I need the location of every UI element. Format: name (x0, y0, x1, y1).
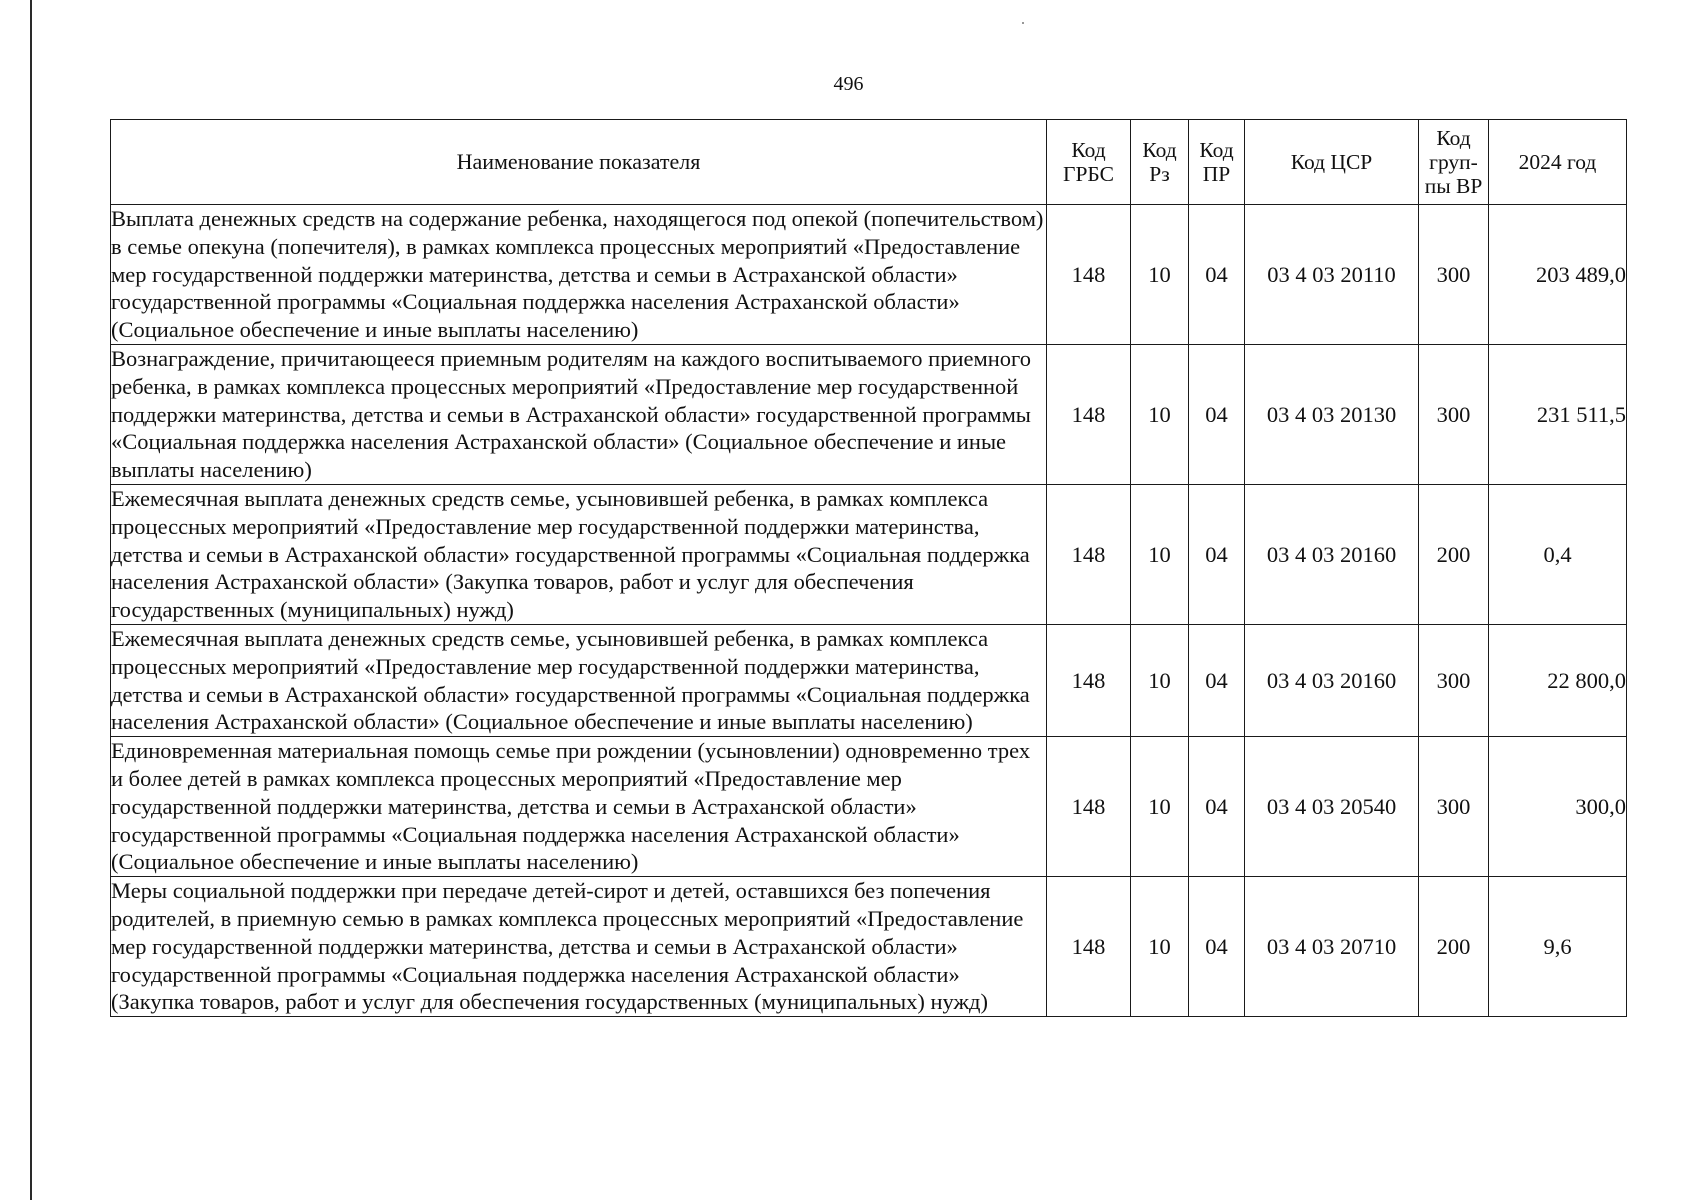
row-rz: 10 (1131, 624, 1189, 736)
row-pr: 04 (1189, 624, 1245, 736)
budget-table (110, 119, 1627, 1017)
row-rz: 10 (1131, 484, 1189, 624)
row-grbs: 148 (1047, 344, 1131, 484)
header-rz: Код Рз (1131, 120, 1189, 205)
row-name: Меры социальной поддержки при передаче детей-сирот и детей, оставшихся без попечения родителей, в приемную семью в рамках комплекса процессных мероприятий «Предоставление мер государственной поддержки материнства, детства и семьи в Астраханской области» государственной программы «Социальная поддержка населения Астраханской области» (Закупка товаров, работ и услуг для обеспечения государственных (муниципальных) нужд) (111, 877, 1047, 1017)
row-amount: 231 511,5 (1489, 344, 1627, 484)
row-grbs: 148 (1047, 484, 1131, 624)
row-vr: 300 (1419, 624, 1489, 736)
header-grbs: Код ГРБС (1047, 120, 1131, 205)
row-rz: 10 (1131, 344, 1189, 484)
row-rz: 10 (1131, 737, 1189, 877)
row-csr: 03 4 03 20160 (1245, 624, 1419, 736)
row-pr: 04 (1189, 737, 1245, 877)
row-rz: 10 (1131, 877, 1189, 1017)
row-amount: 9,6 (1489, 877, 1627, 1017)
table-row (111, 484, 1627, 624)
row-vr: 200 (1419, 484, 1489, 624)
row-pr: 04 (1189, 877, 1245, 1017)
header-vr: Код груп-пы ВР (1419, 120, 1489, 205)
row-pr: 04 (1189, 205, 1245, 345)
row-rz: 10 (1131, 205, 1189, 345)
row-csr: 03 4 03 20710 (1245, 877, 1419, 1017)
row-amount: 203 489,0 (1489, 205, 1627, 345)
row-csr: 03 4 03 20160 (1245, 484, 1419, 624)
row-name: Единовременная материальная помощь семье при рождении (усыновлении) одновременно трех и более детей в рамках комплекса процессных мероприятий «Предоставление мер государственной поддержки материнства, детства и семьи в Астраханской области» государственной программы «Социальная поддержка населения Астраханской области» (Социальное обеспечение и иные выплаты населению) (111, 737, 1047, 877)
row-grbs: 148 (1047, 877, 1131, 1017)
row-amount: 22 800,0 (1489, 624, 1627, 736)
row-csr: 03 4 03 20130 (1245, 344, 1419, 484)
table-row (111, 344, 1627, 484)
row-grbs: 148 (1047, 737, 1131, 877)
table-row (111, 205, 1627, 345)
header-csr: Код ЦСР (1245, 120, 1419, 205)
row-name: Ежемесячная выплата денежных средств семье, усыновившей ребенка, в рамках комплекса процессных мероприятий «Предоставление мер государственной поддержки материнства, детства и семьи в Астраханской области» государственной программы «Социальная поддержка населения Астраханской области» (Закупка товаров, работ и услуг для обеспечения государственных (муниципальных) нужд) (111, 484, 1047, 624)
row-pr: 04 (1189, 484, 1245, 624)
row-amount: 0,4 (1489, 484, 1627, 624)
row-csr: 03 4 03 20540 (1245, 737, 1419, 877)
row-name: Выплата денежных средств на содержание ребенка, находящегося под опекой (попечительством) в семье опекуна (попечителя), в рамках комплекса процессных мероприятий «Предоставление мер государственной поддержки материнства, детства и семьи в Астраханской области» государственной программы «Социальная поддержка населения Астраханской области» (Социальное обеспечение и иные выплаты населению) (111, 205, 1047, 345)
table-row (111, 737, 1627, 877)
header-year: 2024 год (1489, 120, 1627, 205)
table-row (111, 877, 1627, 1017)
header-name: Наименование показателя (111, 120, 1047, 205)
row-csr: 03 4 03 20110 (1245, 205, 1419, 345)
table-header-row (111, 120, 1627, 205)
row-grbs: 148 (1047, 205, 1131, 345)
scan-speck (1022, 22, 1024, 24)
row-vr: 300 (1419, 344, 1489, 484)
row-name: Ежемесячная выплата денежных средств семье, усыновившей ребенка, в рамках комплекса процессных мероприятий «Предоставление мер государственной поддержки материнства, детства и семьи в Астраханской области» государственной программы «Социальная поддержка населения Астраханской области» (Социальное обеспечение и иные выплаты населению) (111, 624, 1047, 736)
page-number: 496 (833, 73, 864, 95)
row-name: Вознаграждение, причитающееся приемным родителям на каждого воспитываемого приемного ребенка, в рамках комплекса процессных мероприятий «Предоставление мер государственной поддержки материнства, детства и семьи в Астраханской области» государственной программы «Социальная поддержка населения Астраханской области» (Социальное обеспечение и иные выплаты населению) (111, 344, 1047, 484)
header-pr: Код ПР (1189, 120, 1245, 205)
row-vr: 300 (1419, 737, 1489, 877)
table-row (111, 624, 1627, 736)
page-margin-line (30, 0, 32, 1200)
row-vr: 300 (1419, 205, 1489, 345)
row-amount: 300,0 (1489, 737, 1627, 877)
row-grbs: 148 (1047, 624, 1131, 736)
row-pr: 04 (1189, 344, 1245, 484)
row-vr: 200 (1419, 877, 1489, 1017)
